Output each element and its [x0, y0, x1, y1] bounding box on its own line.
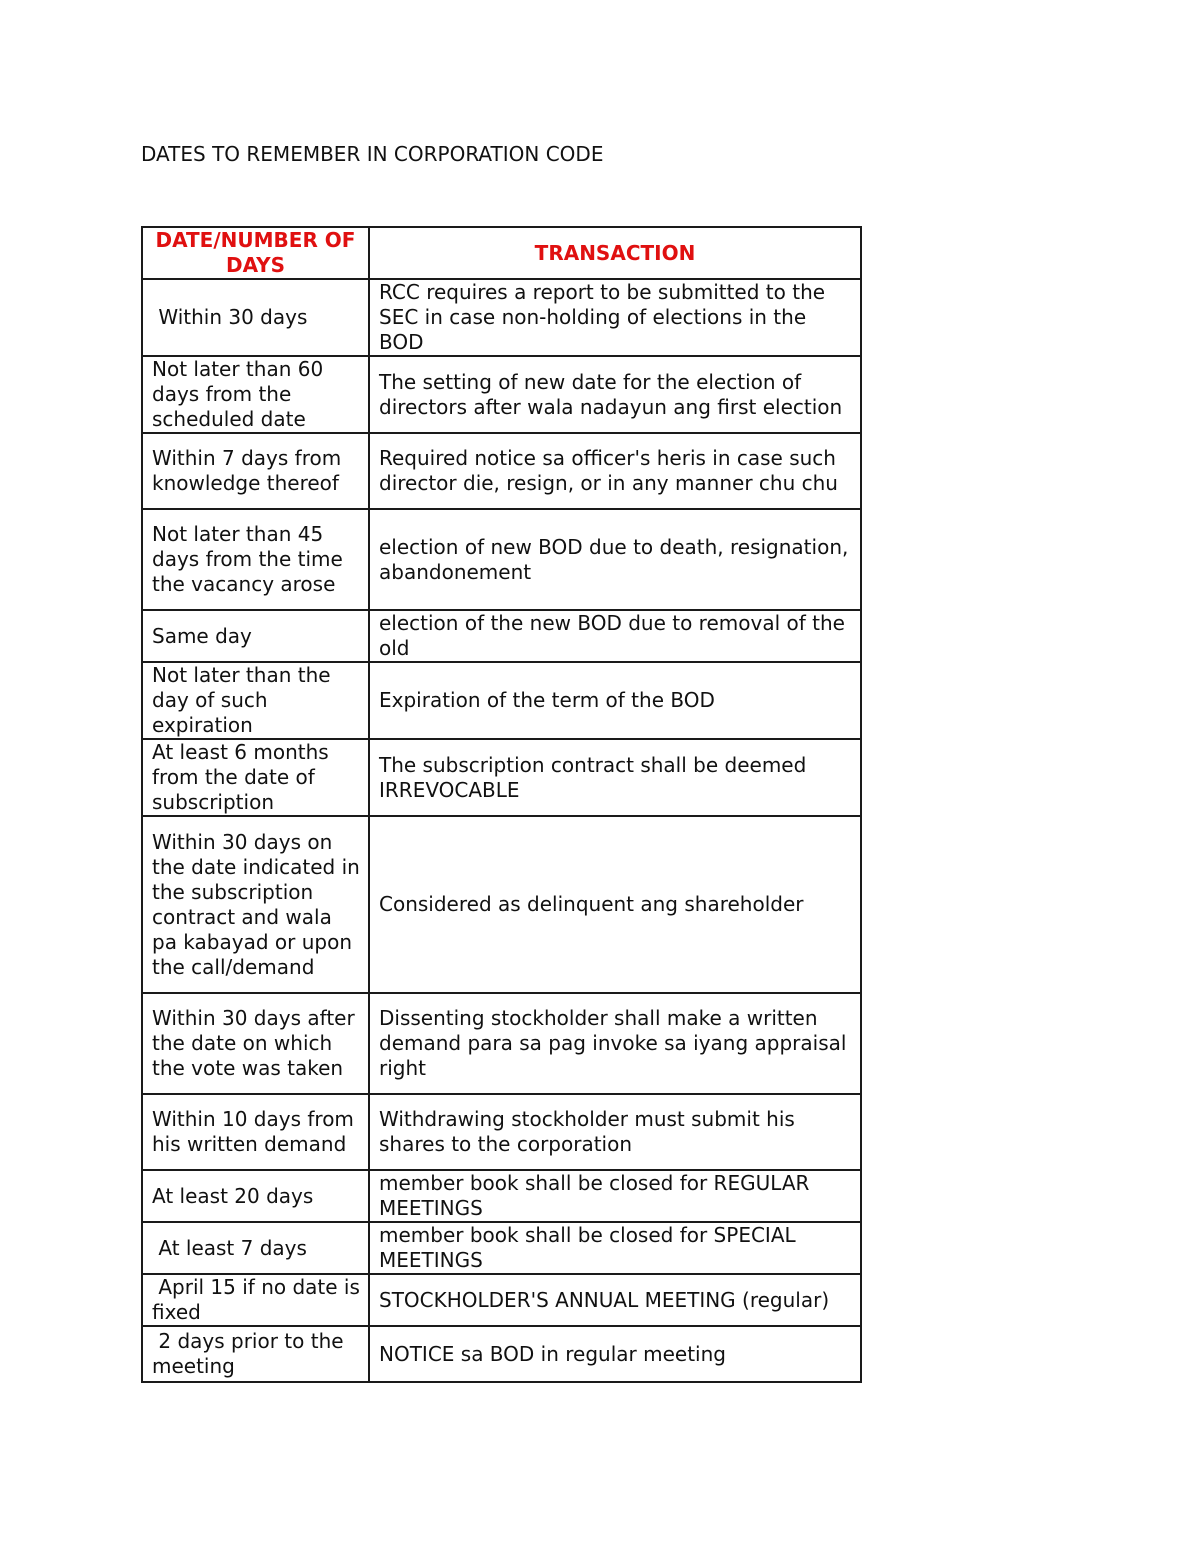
transaction-cell: Dissenting stockholder shall make a written demand para sa pag invoke sa iyang appraisal right: [369, 993, 861, 1094]
table-row: [142, 1274, 861, 1326]
transaction-cell: Considered as delinquent ang shareholder: [369, 816, 861, 993]
date-cell: 2 days prior to the meeting: [142, 1326, 369, 1382]
transaction-cell: NOTICE sa BOD in regular meeting: [369, 1326, 861, 1382]
transaction-cell: The subscription contract shall be deemed IRREVOCABLE: [369, 739, 861, 816]
transaction-cell: Expiration of the term of the BOD: [369, 662, 861, 739]
date-cell: April 15 if no date is fixed: [142, 1274, 369, 1326]
table-row: [142, 433, 861, 509]
date-cell: At least 20 days: [142, 1170, 369, 1222]
table-row: [142, 509, 861, 610]
table-row: [142, 662, 861, 739]
date-cell: At least 7 days: [142, 1222, 369, 1274]
document-title: DATES TO REMEMBER IN CORPORATION CODE: [141, 142, 604, 166]
table-header-row: [142, 227, 861, 279]
table-row: [142, 610, 861, 662]
table-row: [142, 993, 861, 1094]
date-cell: Same day: [142, 610, 369, 662]
date-cell: Within 30 days after the date on which the vote was taken: [142, 993, 369, 1094]
date-cell: Not later than the day of such expiration: [142, 662, 369, 739]
transaction-cell: election of the new BOD due to removal of the old: [369, 610, 861, 662]
transaction-cell: The setting of new date for the election of directors after wala nadayun ang first election: [369, 356, 861, 433]
transaction-cell: member book shall be closed for SPECIAL MEETINGS: [369, 1222, 861, 1274]
table-row: [142, 356, 861, 433]
date-cell: Within 30 days: [142, 279, 369, 356]
table-row: [142, 279, 861, 356]
date-cell: Not later than 60 days from the scheduled date: [142, 356, 369, 433]
date-cell: Not later than 45 days from the time the vacancy arose: [142, 509, 369, 610]
transaction-cell: RCC requires a report to be submitted to the SEC in case non-holding of elections in the BOD: [369, 279, 861, 356]
date-cell: Within 10 days from his written demand: [142, 1094, 369, 1170]
header-transaction-column: TRANSACTION: [369, 227, 861, 279]
date-cell: Within 30 days on the date indicated in the subscription contract and wala pa kabayad or upon the call/demand: [142, 816, 369, 993]
transaction-cell: Withdrawing stockholder must submit his shares to the corporation: [369, 1094, 861, 1170]
transaction-cell: STOCKHOLDER'S ANNUAL MEETING (regular): [369, 1274, 861, 1326]
table-row: [142, 1222, 861, 1274]
table-row: [142, 816, 861, 993]
dates-table-container: [141, 226, 862, 1383]
table-row: [142, 1326, 861, 1382]
transaction-cell: election of new BOD due to death, resignation, abandonement: [369, 509, 861, 610]
date-cell: At least 6 months from the date of subscription: [142, 739, 369, 816]
table-row: [142, 1170, 861, 1222]
date-cell: Within 7 days from knowledge thereof: [142, 433, 369, 509]
table-row: [142, 1094, 861, 1170]
transaction-cell: Required notice sa officer's heris in case such director die, resign, or in any manner chu chu: [369, 433, 861, 509]
transaction-cell: member book shall be closed for REGULAR MEETINGS: [369, 1170, 861, 1222]
table-row: [142, 739, 861, 816]
dates-table: [141, 226, 862, 1383]
header-date-column: DATE/NUMBER OF DAYS: [142, 227, 369, 279]
